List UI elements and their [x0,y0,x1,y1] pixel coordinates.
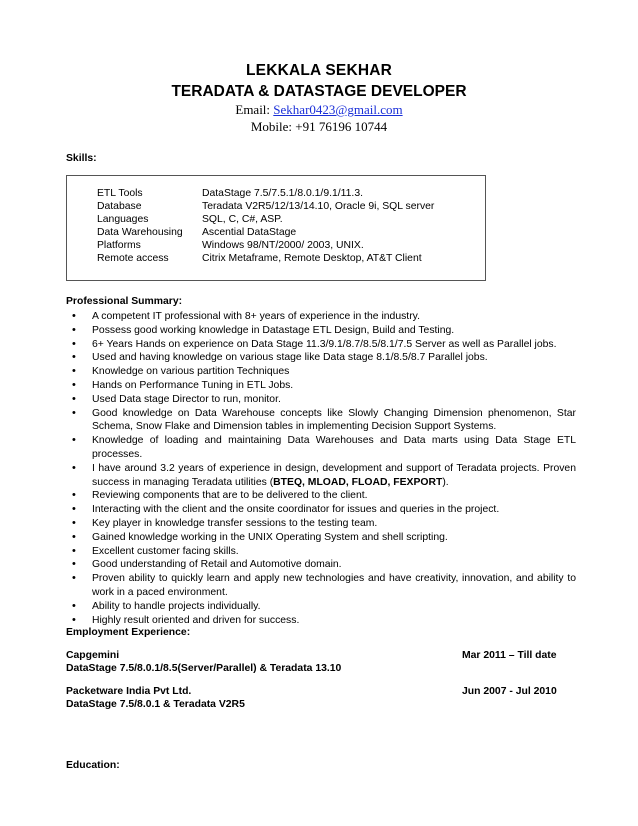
skill-row [67,200,485,213]
summary-item: • Knowledge of loading and maintaining Data Warehouses and Data marts using Data Stage ETL processes. [72,434,576,460]
skill-row [67,252,485,265]
summary-item: • A competent IT professional with 8+ years of experience in the industry. [72,310,420,322]
summary-item: • Good knowledge on Data Warehouse concepts like Slowly Changing Dimension phenomenon, Star Schema, Snow Flake and Dimension tables in implementing Decision Support Systems. [72,406,576,433]
bullet-icon: • [72,558,76,571]
employment-heading: Employment Experience: [66,627,191,638]
bullet-icon: • [72,406,76,419]
job-company: Capgemini [66,650,120,661]
skill-key: ETL Tools [97,188,143,199]
summary-item: • Ability to handle projects individually. [72,599,261,612]
summary-item: • Used Data stage Director to run, monitor. [72,392,281,405]
email-line [0,102,638,118]
bullet-icon: • [72,503,76,516]
mobile-line: Mobile: +91 76196 10744 [250,119,388,134]
bullet-icon: • [72,434,76,447]
bullet-icon: • [72,572,76,585]
bullet-icon: • [72,489,76,502]
skill-value: Windows 98/NT/2000/ 2003, UNIX. [202,240,364,251]
bullet-icon: • [72,530,76,543]
candidate-name: LEKKALA SEKHAR [245,62,393,79]
summary-item: • Possess good working knowledge in Datastage ETL Design, Build and Testing. [72,323,455,336]
email-label: Email: [235,102,271,117]
skill-key: Database [97,201,142,212]
job-header [66,686,560,697]
bullet-icon: • [72,461,76,474]
skill-value: Teradata V2R5/12/13/14.10, Oracle 9i, SQL server [202,201,435,212]
bullet-icon: • [72,337,76,350]
summary-item: • Reviewing components that are to be delivered to the client. [72,489,368,502]
candidate-role: TERADATA & DATASTAGE DEVELOPER [171,83,467,100]
summary-list [66,310,576,627]
job-dates: Jun 2007 - Jul 2010 [462,686,557,697]
skills-heading: Skills: [66,153,97,164]
bullet-icon: • [72,599,76,612]
summary-item: • Proven ability to quickly learn and apply new technologies and have creativity, innovation, and ability to work in a paced environment. [72,572,576,598]
summary-item: • Excellent customer facing skills. [72,544,239,557]
job-header [66,650,560,661]
summary-item: • Highly result oriented and driven for success. [72,613,300,626]
skill-key: Platforms [97,240,141,251]
summary-item: • Hands on Performance Tuning in ETL Jobs. [72,378,294,391]
skill-key: Languages [97,214,149,225]
job-dates: Mar 2011 – Till date [462,650,557,661]
teradata-utilities: BTEQ, MLOAD, FLOAD, FEXPORT [273,476,443,488]
skill-row [67,226,485,239]
email-link[interactable]: Sekhar0423@gmail.com [273,102,403,117]
summary-item: • Interacting with the client and the onsite coordinator for issues and queries in the project. [72,503,500,516]
bullet-icon: • [72,516,76,529]
skill-value: Ascential DataStage [202,227,297,238]
education-heading: Education: [66,760,120,771]
summary-item: • Key player in knowledge transfer sessions to the testing team. [72,516,378,529]
job-tech: DataStage 7.5/8.0.1/8.5(Server/Parallel) & Teradata 13.10 [66,663,342,674]
bullet-icon: • [72,323,76,336]
summary-item: • Good understanding of Retail and Automotive domain. [72,558,342,571]
skills-table [66,175,486,281]
skill-row [67,187,485,200]
bullet-icon: • [72,392,76,405]
bullet-icon: • [72,310,76,322]
skill-value: Citrix Metaframe, Remote Desktop, AT&T Client [202,253,422,264]
job-company: Packetware India Pvt Ltd. [66,686,192,697]
skill-row [67,213,485,226]
summary-item: • 6+ Years Hands on experience on Data Stage 11.3/9.1/8.7/8.5/8.1/7.5 Server as well as Parallel jobs. [72,337,557,350]
skill-key: Remote access [97,253,169,264]
summary-item: • Used and having knowledge on various stage like Data stage 8.1/8.5/8.7 Parallel jobs. [72,351,488,364]
skill-value: DataStage 7.5/7.5.1/8.0.1/9.1/11.3. [202,188,363,199]
bullet-icon: • [72,365,76,378]
bullet-icon: • [72,351,76,364]
summary-item: • Gained knowledge working in the UNIX Operating System and shell scripting. [72,530,448,543]
skill-key: Data Warehousing [97,227,183,238]
job-tech: DataStage 7.5/8.0.1 & Teradata V2R5 [66,699,245,710]
bullet-icon: • [72,613,76,626]
skill-value: SQL, C, C#, ASP. [202,214,283,225]
bullet-icon: • [72,378,76,391]
skill-row [67,239,485,252]
summary-heading: Professional Summary: [66,296,183,307]
summary-item: • Knowledge on various partition Techniques [72,365,290,378]
bullet-icon: • [72,544,76,557]
summary-item: • I have around 3.2 years of experience in design, development and support of Teradata projects. Proven success in managing Teradata utilities (BTEQ, MLOAD, FLOAD, FEXPORT). [72,461,576,488]
